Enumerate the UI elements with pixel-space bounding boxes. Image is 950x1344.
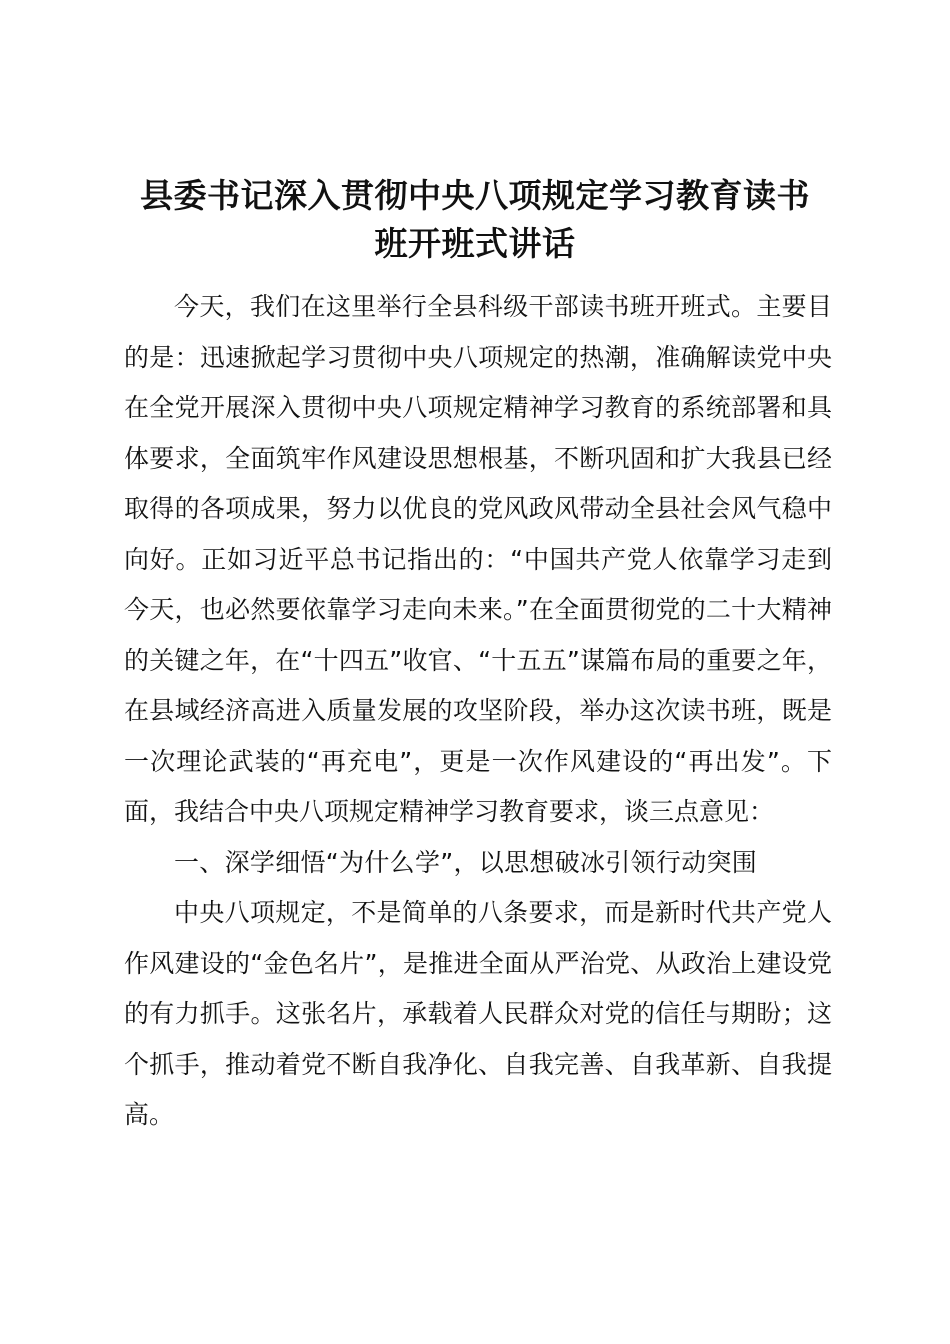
section-1-heading: 一、深学细悟“为什么学”，以思想破冰引领行动突围 (174, 847, 758, 877)
intro-paragraph: 今天，我们在这里举行全县科级干部读书班开班式。主要目的是：迅速掀起学习贯彻中央八项规定的热潮，准确解读党中央在全党开展深入贯彻中央八项规定精神学习教育的系统部署和具体要求，全面筑牢作风建设思想根基，不断巩固和扩大我县已经取得的各项成果，努力以优良的党风政风带动全县社会风气稳中向好。正如习近平总书记指出的：“中国共产党人依靠学习走到今天，也必然要依靠学习走向未来。”在全面贯彻党的二十大精神的关键之年，在“十四五”收官、“十五五”谋篇布局的重要之年，在县域经济高进入质量发展的攻坚阶段，举办这次读书班，既是一次理论武装的“再充电”，更是一次作风建设的“再出发”。下面，我结合中央八项规定精神学习教育要求，谈三点意见： (124, 292, 832, 826)
section-1-paragraph: 中央八项规定，不是简单的八条要求，而是新时代共产党人作风建设的“金色名片”，是推进全面从严治党、从政治上建设党的有力抓手。这张名片，承载着人民群众对党的信任与期盼；这个抓手，推动着党不断自我净化、自我完善、自我革新、自我提高。 (124, 898, 832, 1129)
document-title (118, 172, 832, 268)
document-body (124, 282, 832, 1141)
title-line-2: 班开班式讲话 (374, 224, 576, 263)
title-line-1: 县委书记深入贯彻中央八项规定学习教育读书 (140, 176, 810, 215)
